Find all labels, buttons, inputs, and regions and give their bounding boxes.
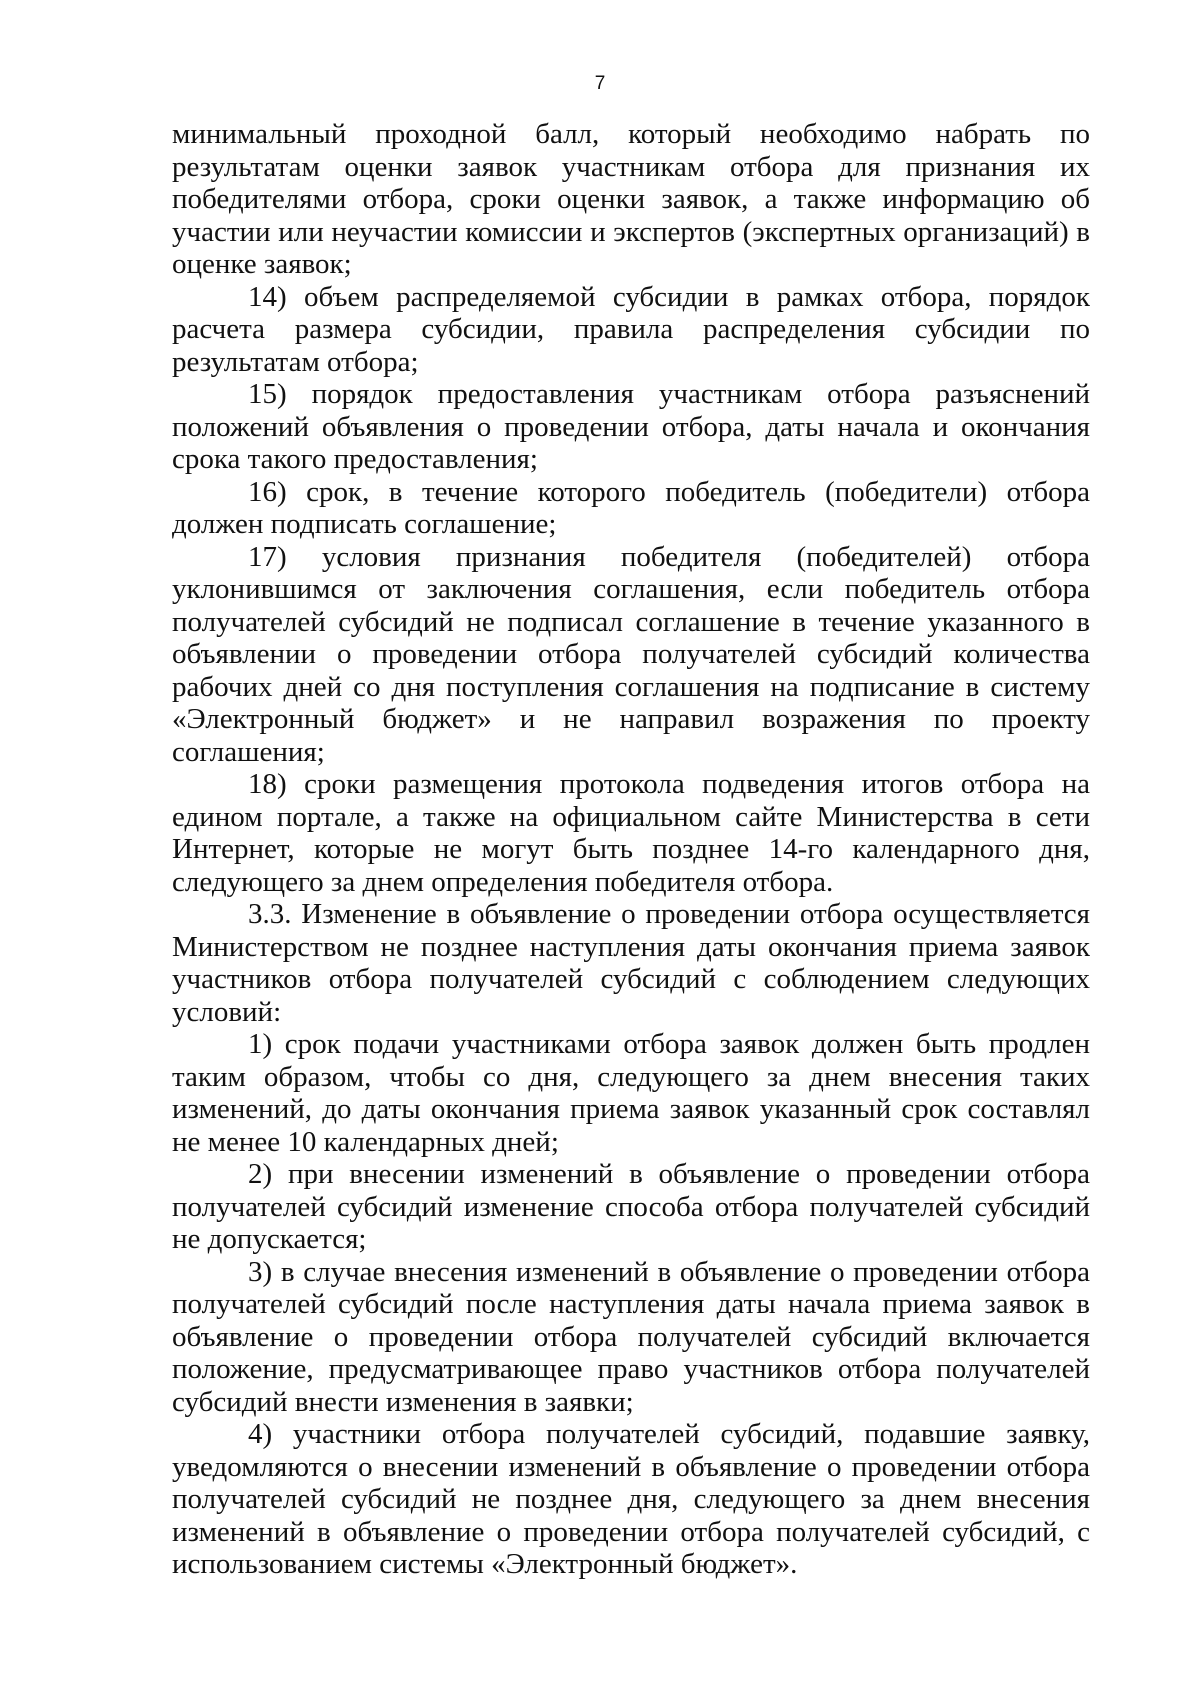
paragraph-item-18: 18) сроки размещения протокола подведения итогов отбора на едином портале, а также на официальном сайте Министерства в сети Интернет, которые не могут быть позднее 14-го календарного дня, следующего за днем определения победителя отбора. [172,768,1090,898]
paragraph-item-16: 16) срок, в течение которого победитель (победители) отбора должен подписать соглашение; [172,475,1090,540]
paragraph-item-15: 15) порядок предоставления участникам отбора разъяснений положений объявления о проведении отбора, даты начала и окончания срока такого предоставления; [172,378,1090,475]
paragraph-continuation-min-score: минимальный проходной балл, который необходимо набрать по результатам оценки заявок участникам отбора для признания их победителями отбора, сроки оценки заявок, а также информацию об участии или неучастии комиссии и экспертов (экспертных организаций) в оценке заявок; [172,118,1090,280]
paragraph-condition-3: 3) в случае внесения изменений в объявление о проведении отбора получателей субсидий после наступления даты начала приема заявок в объявление о проведении отбора получателей субсидий включается положение, предусматривающее право участников отбора получателей субсидий внести изменения в заявки; [172,1255,1090,1418]
document-body [172,118,1090,1581]
paragraph-condition-2: 2) при внесении изменений в объявление о проведении отбора получателей субсидий изменение способа отбора получателей субсидий не допускается; [172,1158,1090,1255]
page-number: 7 [594,73,606,94]
paragraph-condition-4: 4) участники отбора получателей субсидий, подавшие заявку, уведомляются о внесении изменений в объявление о проведении отбора получателей субсидий не позднее дня, следующего за днем внесения изменений в объявление о проведении отбора получателей субсидий, с использованием системы «Электронный бюджет». [172,1418,1090,1580]
paragraph-section-3-3: 3.3. Изменение в объявление о проведении отбора осуществляется Министерством не позднее наступления даты окончания приема заявок участников отбора получателей субсидий с соблюдением следующих условий: [172,898,1090,1028]
paragraph-item-17: 17) условия признания победителя (победителей) отбора уклонившимся от заключения соглашения, если победитель отбора получателей субсидий не подписал соглашение в течение указанного в объявлении о проведении отбора получателей субсидий количества рабочих дней со дня поступления соглашения на подписание в систему «Электронный бюджет» и не направил возражения по проекту соглашения; [172,540,1090,768]
paragraph-item-14: 14) объем распределяемой субсидии в рамках отбора, порядок расчета размера субсидии, правила распределения субсидии по результатам отбора; [172,280,1090,378]
paragraph-condition-1: 1) срок подачи участниками отбора заявок должен быть продлен таким образом, чтобы со дня, следующего за днем внесения таких изменений, до даты окончания приема заявок указанный срок составлял не менее 10 календарных дней; [172,1028,1090,1158]
